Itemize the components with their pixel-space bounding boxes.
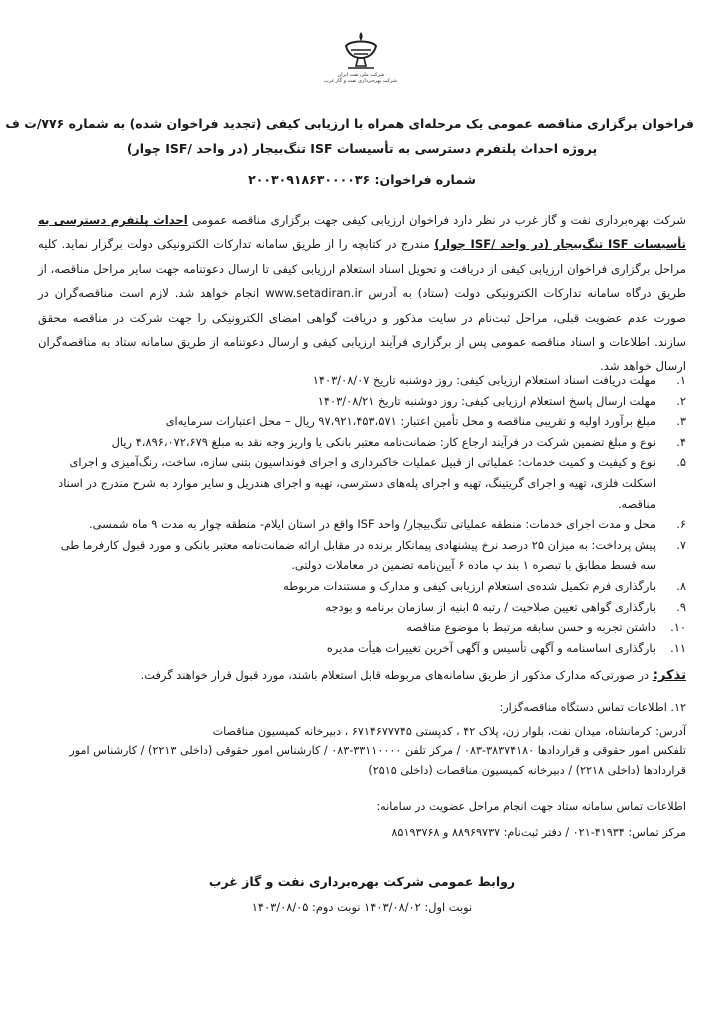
list-item	[46, 411, 686, 432]
list-item	[46, 576, 686, 597]
intro-text: مندرج در کتابچه را از طریق سامانه تدارکات الکترونیکی دولت برگزار نماید. کلیه مراحل برگزاری فراخوان ارزیابی کیفی از دریافت و تحویل اسناد استعلام ارزیابی کیفی تا ارسال دعوتنامه جهت سایر مراحل مناقصه، از طریق درگاه سامانه تدارکات الکترونیکی دولت (ستاد) به آدرس	[38, 237, 686, 301]
item-text: داشتن تجربه و حسن سابقه مرتبط با موضوع مناقصه	[406, 620, 656, 635]
item-text: مهلت دریافت اسناد استعلام ارزیابی کیفی: روز دوشنبه تاریخ ۱۴۰۳/۰۸/۰۷	[312, 373, 656, 387]
publication-dates: نوبت اول: ۱۴۰۳/۰۸/۰۲ نوبت دوم: ۱۴۰۳/۰۸/۰۵	[251, 900, 473, 914]
item-text: مبلغ برآورد اولیه و تقریبی مناقصه و محل تأمین اعتبار: ۹۷،۹۲۱،۴۵۳،۵۷۱ ریال – محل اعتبارات سرمایه‌ای	[165, 414, 656, 429]
item-number: ۶.	[676, 517, 686, 532]
list-item	[46, 370, 686, 391]
logo-caption-line: شرکت بهره‌برداری نفت و گاز غرب	[324, 78, 397, 84]
list-item	[46, 535, 686, 576]
intro-paragraph	[38, 208, 686, 379]
notice-title: فراخوان برگزاری مناقصه عمومی یک مرحله‌ای همراه با ارزیابی کیفی (تجدید فراخوان شده) به شماره ۷۷۶/ت ف	[5, 116, 694, 131]
item-number: ۵.	[676, 455, 686, 470]
note-paragraph	[38, 668, 686, 683]
contact-address: آدرس: کرمانشاه، میدان نفت، بلوار زن، پلاک ۴۲ ، کدپستی ۶۷۱۴۶۷۷۷۴۵ ، دبیرخانه کمیسیون مناقصات	[212, 725, 686, 738]
intro-text: انجام خواهد شد. لازم است مناقصه‌گران در صورت عدم عضویت قبلی، مراحل ثبت‌نام در سایت مذکور و دریافت گواهی امضای الکترونیکی را جهت شرکت در مناقصه محقق سازند. اطلاعات و اسناد مناقصه عمومی پس از برگزاری فرآیند ارزیابی کیفی و ارسال دعوتنامه از طریق سامانه ستاد به مناقصه‌گران ارسال خواهد شد.	[38, 286, 686, 374]
intro-text: شرکت بهره‌برداری نفت و گاز غرب در نظر دارد فراخوان ارزیابی کیفی جهت برگزاری مناقصه عمومی	[187, 213, 686, 227]
list-item	[46, 452, 686, 514]
project-title: پروژه احداث پلتفرم دسترسی به تأسیسات ISF تنگ‌بیجار (در واحد /ISF چوار)	[126, 141, 598, 156]
setad-contact-heading: اطلاعات تماس سامانه ستاد جهت انجام مراحل عضویت در سامانه:	[376, 800, 686, 813]
note-text: در صورتی‌که مدارک مذکور از طریق سامانه‌های مربوطه قابل استعلام باشند، مورد قبول قرار خواهند گرفت.	[140, 668, 653, 682]
item-text: محل و مدت اجرای خدمات: منطقه عملیاتی تنگ‌بیجار/ واحد ISF واقع در استان ایلام- منطقه چوار به مدت ۹ ماه شمسی.	[89, 517, 656, 532]
note-label: تذکر:	[652, 668, 686, 683]
item-number: ۱۱.	[670, 640, 686, 655]
item-number: ۹.	[676, 599, 686, 614]
item-number: ۳.	[676, 414, 686, 429]
setad-website-link[interactable]: www.setadiran.ir	[265, 286, 363, 301]
item-number: ۴.	[676, 434, 686, 449]
item-number: ۱۰.	[670, 620, 686, 635]
list-item	[46, 617, 686, 638]
call-number: شماره فراخوان: ۲۰۰۳۰۹۱۸۶۳۰۰۰۰۳۶	[248, 172, 476, 187]
logo-caption-line: شرکت ملی نفت ایران	[337, 72, 385, 78]
item-number: ۱.	[676, 373, 686, 387]
list-item	[46, 597, 686, 618]
item-text: نوع و مبلغ تضمین شرکت در فرآیند ارجاع کار: ضمانت‌نامه معتبر بانکی یا واریز وجه نقد به مبلغ ۴،۸۹۶،۰۷۲،۶۷۹ ریال	[111, 434, 656, 449]
item-number: ۲.	[676, 393, 686, 408]
contact-heading: ۱۲. اطلاعات تماس دستگاه مناقصه‌گزار:	[499, 701, 686, 714]
footer-organization: روابط عمومی شرکت بهره‌برداری نفت و گاز غرب	[208, 874, 516, 889]
logo-caption	[325, 72, 397, 84]
item-text: بارگذاری گواهی تعیین صلاحیت / رتبه ۵ ابنیه از سازمان برنامه و بودجه	[325, 599, 656, 614]
list-item	[46, 391, 686, 412]
project-name-highlight: احداث پلتفرم دسترسی به تأسیسات ISF تنگ‌بیجار (در واحد /ISF چوار)	[38, 213, 686, 252]
item-number: ۷.	[676, 537, 686, 552]
list-item	[46, 514, 686, 535]
list-item	[46, 638, 686, 659]
setad-contact-numbers: مرکز تماس: ۴۱۹۳۴-۰۲۱ / دفتر ثبت‌نام: ۸۸۹۶۹۷۳۷ و ۸۵۱۹۳۷۶۸	[391, 826, 686, 839]
conditions-list	[46, 370, 686, 658]
contact-phones: تلفکس امور حقوقی و قراردادها ۳۸۳۷۴۱۸۰-۰۸۳ / مرکز تلفن ۳۳۱۱۰۰۰۰-۰۸۳ / کارشناس امور حقوقی (داخلی ۲۲۱۳) / کارشناس امور قراردادها (داخلی ۲۲۱۸) / دبیرخانه کمیسیون مناقصات (داخلی ۲۵۱۵)	[69, 744, 686, 777]
item-text: نوع و کیفیت و کمیت خدمات: عملیاتی از قبیل عملیات خاکبرداری و اجرای فونداسیون بتنی سازه، ساخت، رنگ‌آمیزی و اجرای اسکلت فلزی، تهیه و اجرای گریتینگ، تهیه و اجرای پله‌های دسترسی، تهیه و اجرای هندریل و سایر موارد به شرح مندرج در اسناد مناقصه.	[58, 455, 656, 511]
item-text: پیش پرداخت: به میزان ۲۵ درصد نرخ پیشنهادی پیمانکار برنده در مقابل ارائه ضمانت‌نامه معتبر بانکی و مورد قبول کارفرما طی سه قسط مطابق با تبصره ۱ بند پ ماده ۶ آیین‌نامه تضمین در معاملات دولتی.	[60, 537, 656, 573]
item-number: ۸.	[676, 578, 686, 593]
item-text: بارگذاری فرم تکمیل شده‌ی استعلام ارزیابی کیفی و مدارک و مستندات مربوطه	[283, 578, 656, 593]
item-text: بارگذاری اساسنامه و آگهی تأسیس و آگهی آخرین تغییرات هیأت مدیره	[326, 640, 656, 655]
item-text: مهلت ارسال پاسخ استعلام ارزیابی کیفی: روز دوشنبه تاریخ ۱۴۰۳/۰۸/۲۱	[317, 393, 656, 408]
list-item	[46, 432, 686, 453]
